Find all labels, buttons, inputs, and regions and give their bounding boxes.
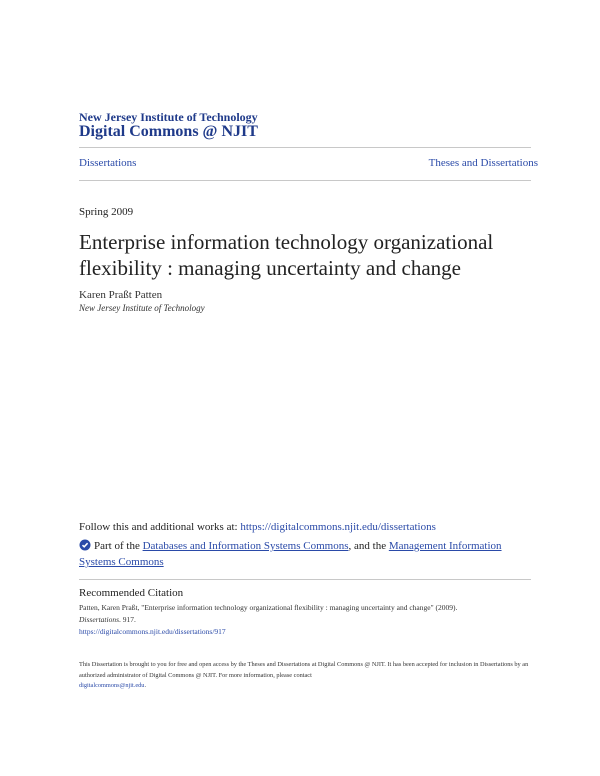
nav-theses-link[interactable]: Theses and Dissertations: [428, 157, 538, 169]
repository-name[interactable]: Digital Commons @ NJIT: [79, 123, 258, 140]
and-label: , and the: [348, 540, 389, 552]
nav-dissertations-link[interactable]: Dissertations: [79, 157, 137, 169]
nav-divider: [79, 180, 531, 181]
access-note-text: This Dissertation is brought to you for free and open access by the Theses and Dissertations at Digital Commons @ NJIT. It has been accepted for inclusion in Dissertations by an authorized administrator of Digital Commons @ NJIT. For more information, please contact: [79, 661, 529, 679]
institution-name: New Jersey Institute of Technology: [79, 110, 258, 124]
access-note: [79, 660, 531, 692]
open-access-icon: [79, 539, 91, 555]
citation-text: Patten, Karen Praßt, "Enterprise information technology organizational flexibility : managing uncertainty and change" (2009).: [79, 603, 458, 612]
citation-number: . 917.: [119, 615, 136, 624]
follow-line: [79, 521, 436, 533]
access-note-end: .: [144, 682, 147, 689]
citation-block: [79, 602, 531, 638]
citation-url-link[interactable]: https://digitalcommons.njit.edu/dissertations/917: [79, 627, 226, 636]
author-name: Karen Praßt Patten: [79, 289, 163, 301]
citation-series: Dissertations: [79, 615, 120, 624]
author-affiliation: New Jersey Institute of Technology: [79, 303, 205, 313]
header-divider: [79, 147, 531, 148]
follow-url-link[interactable]: https://digitalcommons.njit.edu/dissertations: [240, 521, 436, 533]
part-of-line: [79, 539, 531, 569]
contact-email-link[interactable]: digitalcommons@njit.edu: [79, 682, 145, 689]
databases-commons-link[interactable]: Databases and Information Systems Commons: [142, 540, 349, 552]
part-of-label: Part of the: [94, 540, 143, 552]
publication-date: Spring 2009: [79, 206, 134, 218]
citation-heading: Recommended Citation: [79, 587, 184, 599]
mis-commons-link[interactable]: Management Information Systems Commons: [79, 540, 502, 568]
paper-title: Enterprise information technology organizational flexibility : managing uncertainty and change: [79, 230, 494, 280]
citation-divider: [79, 579, 531, 580]
follow-label: Follow this and additional works at:: [79, 521, 241, 533]
